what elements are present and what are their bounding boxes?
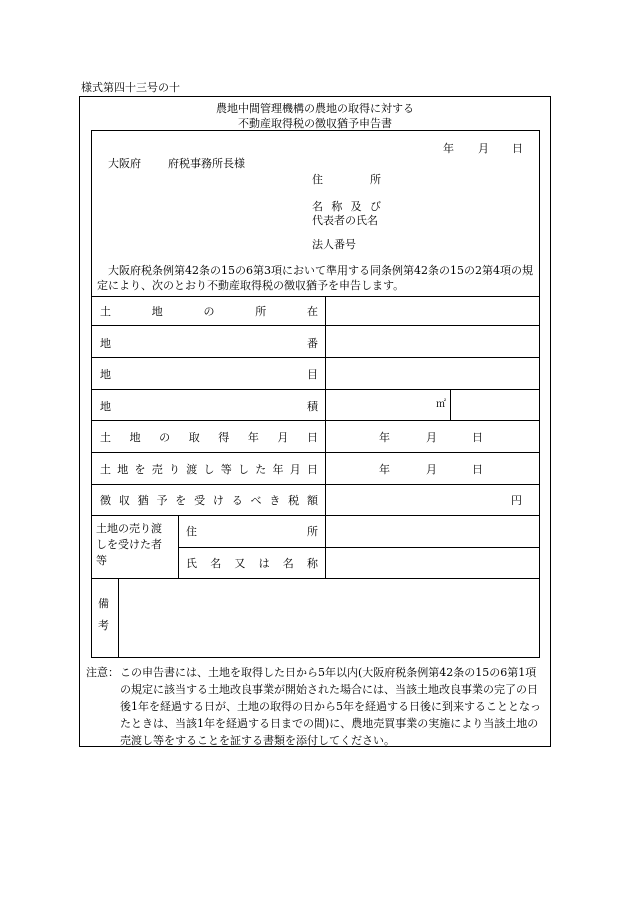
acquisition-month-label[interactable]: 月 xyxy=(426,431,437,444)
lot-number-value-cell[interactable] xyxy=(326,326,539,357)
area-unit-label: ㎡ xyxy=(436,399,446,410)
buyer-address-value-cell[interactable] xyxy=(326,516,539,547)
declaration-text: 大阪府税条例第42条の15の6第3項において準用する同条例第42条の15の2第4項の規定により、次のとおり不動産取得税の徴収猶予を申告します。 xyxy=(97,264,533,292)
row-label-lot-number: 地 番 xyxy=(100,337,318,350)
acquisition-year-label[interactable]: 年 xyxy=(379,431,390,444)
applicant-name-label-1: 名 称 及 び xyxy=(312,200,381,213)
row-label-location: 土 地 の 所 在 xyxy=(100,305,318,318)
row-label-land-category: 地 目 xyxy=(100,368,318,381)
buyer-label-3: 等 xyxy=(96,554,107,567)
area-extra-cell[interactable] xyxy=(451,390,539,420)
date-year-label[interactable]: 年 xyxy=(443,142,454,155)
remarks-label-1: 備 xyxy=(98,597,109,610)
transfer-year-label[interactable]: 年 xyxy=(379,463,390,476)
corporate-number-label: 法人番号 xyxy=(312,238,356,251)
buyer-address-label: 住 所 xyxy=(186,525,318,538)
applicant-address-label: 住 所 xyxy=(312,173,381,186)
note-label: 注意： xyxy=(86,666,119,679)
deferred-tax-value-cell[interactable] xyxy=(326,485,539,515)
buyer-label-2: しを受けた者 xyxy=(96,538,162,551)
transfer-day-label[interactable]: 日 xyxy=(472,463,483,476)
yen-unit-label: 円 xyxy=(511,494,522,507)
date-month-label[interactable]: 月 xyxy=(478,142,489,155)
buyer-label-line xyxy=(178,515,179,578)
row-label-deferred-tax: 徴 収 猶 予 を 受 け る べ き 税 額 xyxy=(100,494,318,507)
addressee-office: 府税事務所長様 xyxy=(168,157,245,170)
note-text: この申告書には、土地を取得した日から5年以内(大阪府税条例第42条の15の6第1項の規定に該当する土地改良事業が開始された場合には、当該土地改良事業の完了の日後1年を経過する日が、土地の取得の日から5年を経過する日後に到来することとなったときは、当該1年を経過する日までの間)に、農地売買事業の実施により当該土地の売渡し等をすることを証する書類を添付してください。 xyxy=(120,666,541,747)
transfer-month-label[interactable]: 月 xyxy=(426,463,437,476)
remarks-label-2: 考 xyxy=(98,619,109,632)
area-value-cell[interactable] xyxy=(326,390,450,420)
row-label-transfer-date: 土 地 を 売 り 渡 し 等 し た 年 月 日 xyxy=(100,463,318,476)
land-category-value-cell[interactable] xyxy=(326,358,539,389)
buyer-label-1: 土地の売り渡 xyxy=(96,522,162,535)
row-label-acquisition-date: 土 地 の 取 得 年 月 日 xyxy=(100,431,318,444)
row-line xyxy=(91,420,540,421)
form-number: 様式第四十三号の十 xyxy=(81,81,180,94)
applicant-name-label-2: 代表者の氏名 xyxy=(312,214,378,227)
location-value-cell[interactable] xyxy=(326,297,539,325)
row-label-area: 地 積 xyxy=(100,400,318,413)
remarks-value-cell[interactable] xyxy=(119,579,539,657)
title-line-2: 不動産取得税の徴収猶予申告書 xyxy=(238,117,392,130)
addressee-name: 大阪府 xyxy=(108,157,141,170)
title-line-1: 農地中間管理機構の農地の取得に対する xyxy=(216,102,414,115)
buyer-name-value-cell[interactable] xyxy=(326,548,539,578)
row-line xyxy=(91,452,540,453)
date-day-label[interactable]: 日 xyxy=(512,142,523,155)
acquisition-day-label[interactable]: 日 xyxy=(472,431,483,444)
buyer-name-label: 氏 名 又 は 名 称 xyxy=(186,557,318,570)
